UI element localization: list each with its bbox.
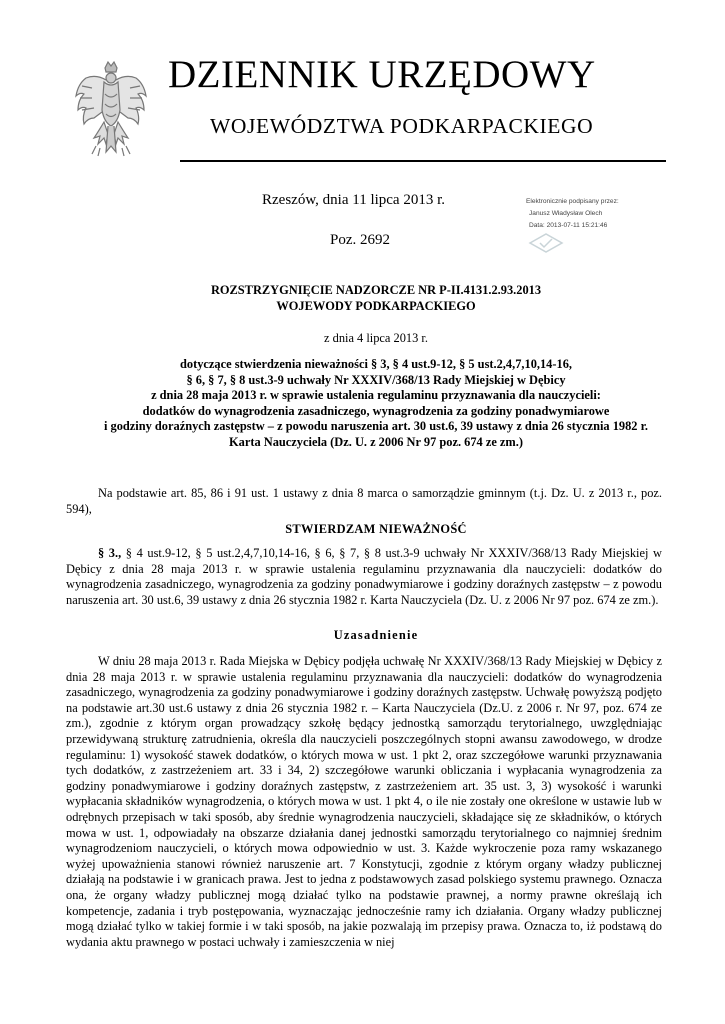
polish-eagle-emblem-icon bbox=[72, 60, 150, 160]
justification-heading: Uzasadnienie bbox=[333, 628, 419, 642]
subject-line: Karta Nauczyciela (Dz. U. z 2006 Nr 97 poz. 674 ze zm.) bbox=[229, 434, 523, 449]
subject-line: § 6, § 7, § 8 ust.3-9 uchwały Nr XXXIV/368/13 Rady Miejskiej w Dębicy bbox=[186, 372, 566, 387]
document-subject bbox=[90, 357, 662, 451]
decision-text: § 4 ust.9-12, § 5 ust.2,4,7,10,14-16, § 6, § 7, § 8 ust.3-9 uchwały Nr XXXIV/368/13 Rady Miejskiej w Dębicy z dnia 28 maja 2013 r. w sprawie ustalenia regulaminu przyznawania dla nauczycieli: dodatków do wynagrodzenia zasadniczego, wynagrodzenia za godziny ponadwymiarowe i godziny doraźnych zastępstw – z powodu naruszenia art. 30 ust.6, 39 ustawy z dnia 26 stycznia 1982 r. Karta Nauczyciela (Dz. U. z 2006 Nr 97 poz. 674 ze zm.). bbox=[66, 546, 662, 607]
subject-line: dodatków do wynagrodzenia zasadniczego, wynagrodzenia za godziny ponadwymiarowe bbox=[142, 403, 610, 418]
signature-line-1: Elektronicznie podpisany przez: bbox=[526, 198, 619, 205]
journal-title: DZIENNIK URZĘDOWY bbox=[168, 53, 596, 96]
legal-basis-paragraph: Na podstawie art. 85, 86 i 91 ust. 1 ustawy z dnia 8 marca o samorządzie gminnym (t.j. Dz. U. z 2013 r., poz. 594), bbox=[66, 486, 662, 516]
header-divider bbox=[180, 160, 666, 162]
document-heading-line-1: ROZSTRZYGNIĘCIE NADZORCZE NR P-II.4131.2.93.2013 bbox=[210, 283, 542, 297]
justification-paragraph: W dniu 28 maja 2013 r. Rada Miejska w Dębicy podjęła uchwałę Nr XXXIV/368/13 Rady Miejskiej w Dębicy z dnia 28 maja 2013 r. w sprawie ustalenia regulaminu przyznawania dla nauczycieli: dodatków do wynagrodzenia zasadniczego, wynagrodzenia za godziny ponadwymiarowe i godziny doraźnych zastępstw. Uchwałę powyższą podjęto na podstawie art.30 ust.6 ustawy z dnia 26 stycznia 1982 r. – Karta Nauczyciela (Dz.U. z 2006 r. Nr 97, poz. 674 ze zm.), zgodnie z którym organ prowadzący szkołę będący jednostką samorządu terytorialnego, uwzględniając przewidywaną strukturę zatrudnienia, określa dla nauczycieli poszczególnych stopni awansu zawodowego, w drodze regulaminu: 1) wysokość stawek dodatków, o których mowa w ust. 1 pkt 2, oraz szczegółowe warunki przyznawania tych dodatków, z zastrzeżeniem art. 33 i 34, 2) szczegółowe warunki obliczania i wypłacania wynagrodzenia za godziny ponadwymiarowe i godziny doraźnych zastępstw, z zastrzeżeniem art. 35 ust. 3, 3) wysokość i warunki wypłacania składników wynagrodzenia, o których mowa w ust. 1 pkt 4, o ile nie zostały one określone w ustawie lub w odrębnych przepisach w taki sposób, aby średnie wynagrodzenia nauczycieli, składające się ze składników, o których mowa w ust. 1, odpowiadały na obszarze działania danej jednostki samorządu terytorialnego co najmniej średnim wynagrodzeniom nauczycieli, o których mowa odpowiednio w ust. 3. Każde wykroczenie poza ramy wskazanego wyżej upoważnienia stanowi również naruszenie art. 7 Konstytucji, zgodnie z którym organy władzy publicznej działają na podstawie i w granicach prawa. Jest to jedna z podstawowych zasad polskiego systemu prawnego. Oznacza ona, że organy władzy publicznej mogą działać tylko na podstawie prawnej, a normy prawne określają ich kompetencje, zadania i tryb postępowania, wyznaczając jednocześnie ramy ich działania. Organy władzy publicznej mogą działać tylko w takiej formie i w taki sposób, na jakie pozwalają im przepisy prawa. Oznacza to, iż podstawą do wydania aktu prawnego w postaci uchwały i zamieszczenia w niej bbox=[66, 654, 662, 949]
signature-date: Data: 2013-07-11 15:21:46 bbox=[529, 222, 608, 229]
document-heading-line-2: WOJEWODY PODKARPACKIEGO bbox=[276, 298, 476, 313]
position-number: Poz. 2692 bbox=[330, 232, 390, 248]
signature-check-icon bbox=[528, 232, 564, 254]
document-date: z dnia 4 lipca 2013 r. bbox=[324, 331, 428, 345]
signature-signer: Janusz Władysław Olech bbox=[529, 210, 603, 217]
publication-place-date: Rzeszów, dnia 11 lipca 2013 r. bbox=[262, 192, 446, 208]
decision-heading: STWIERDZAM NIEWAŻNOŚĆ bbox=[285, 522, 467, 536]
document-heading bbox=[90, 283, 662, 314]
subject-line: dotyczące stwierdzenia nieważności § 3, § 4 ust.9-12, § 5 ust.2,4,7,10,14-16, bbox=[180, 357, 572, 371]
decision-lead: § 3., bbox=[98, 546, 122, 560]
journal-subtitle: WOJEWÓDZTWA PODKARPACKIEGO bbox=[210, 114, 594, 138]
subject-line: i godziny doraźnych zastępstw – z powodu naruszenia art. 30 ust.6, 39 ustawy z dnia 26 stycznia 1982 r. bbox=[103, 419, 649, 434]
subject-line: z dnia 28 maja 2013 r. w sprawie ustalenia regulaminu przyznawania dla nauczycieli: bbox=[151, 388, 601, 403]
decision-paragraph bbox=[66, 546, 662, 608]
